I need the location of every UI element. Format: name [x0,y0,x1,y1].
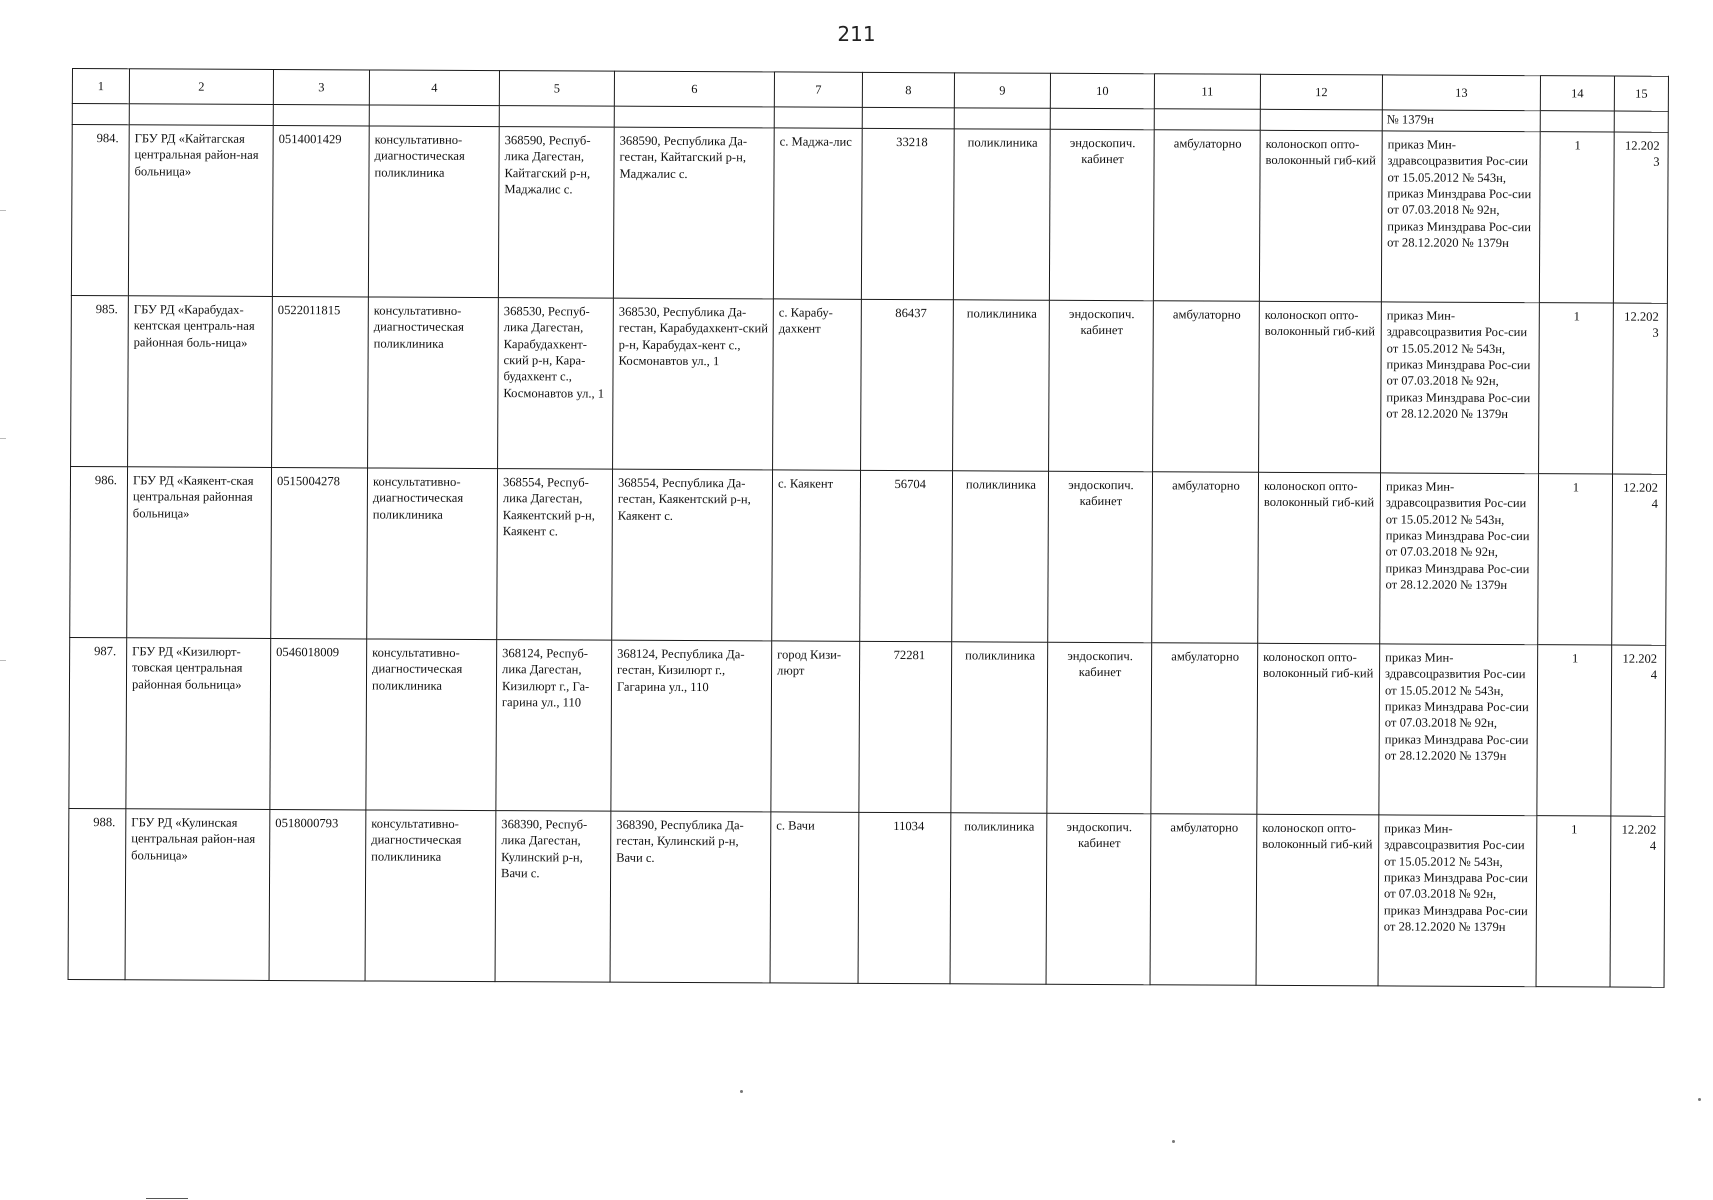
column-header: 11 [1154,74,1260,110]
organization-name-cell: ГБУ РД «Кулинская центральная район-ная больница» [125,809,270,981]
equipment-cell: колоноскоп опто-волоконный гиб-кий [1257,643,1380,815]
facility-type-cell: консультативно-диагностическая поликлиника [365,810,496,982]
scan-artifact [0,210,6,211]
row-number-cell: 984. [71,125,129,296]
population-cell: 56704 [860,470,953,641]
facility-type-cell: консультативно-диагностическая поликлиника [367,468,498,640]
quantity-cell: 1 [1538,474,1613,645]
equipment-cell: колоноскоп опто-волоконный гиб-кий [1259,130,1382,302]
equipment-cell: колоноскоп опто-волоконный гиб-кий [1256,814,1379,986]
population-cell: 11034 [858,812,951,983]
column-header: 14 [1540,76,1614,111]
table-row [68,808,1665,987]
column-header: 12 [1260,74,1382,110]
table-row [70,466,1667,645]
division-cell: поликлиника [951,642,1048,813]
locality-cell: город Кизи-люрт [771,641,860,812]
locality-cell: с. Карабу-дахкент [773,299,862,470]
actual-address-cell: 368590, Республика Да-гестан, Кайтагский р-н, Маджалис с. [613,127,774,299]
scan-artifact [0,660,6,661]
row-number-cell: 988. [68,808,126,979]
legal-basis-cell: приказ Мин-здравсоцразвития Рос-сии от 15.05.2012 № 543н, приказ Минздрава Рос-сии от 07.03.2018 № 92н, приказ Минздрава Рос-сии от 28.12.2020 № 1379н [1381,131,1540,303]
inn-code-cell: 0518000793 [269,809,366,980]
division-cell: поликлиника [953,300,1050,471]
facility-type-cell: консультативно-диагностическая поликлиника [368,297,499,469]
page-number: 211 [837,22,876,46]
scan-speck [740,1090,743,1093]
facility-type-cell: консультативно-диагностическая поликлиника [366,639,497,811]
deadline-cell: 12.2024 [1612,474,1667,645]
scan-artifact [0,438,6,439]
care-mode-cell: амбулаторно [1153,301,1260,473]
actual-address-cell: 368530, Республика Да-гестан, Карабудахкент-ский р-н, Карабудах-кент с., Космонавтов ул., 1 [613,298,774,470]
deadline-cell: 12.2024 [1610,816,1665,987]
column-header: 13 [1382,75,1540,111]
column-header: 6 [614,71,774,107]
legal-basis-cell: приказ Мин-здравсоцразвития Рос-сии от 15.05.2012 № 543н, приказ Минздрава Рос-сии от 07.03.2018 № 92н, приказ Минздрава Рос-сии от 28.12.2020 № 1379н [1378,815,1537,987]
locality-cell: с. Каякент [772,470,861,641]
quantity-cell: 1 [1537,645,1612,816]
actual-address-cell: 368554, Республика Да-гестан, Каякентский р-н, Каякент с. [612,469,773,641]
column-header: 1 [72,69,129,104]
basis-cell: № 1379н [1382,110,1540,132]
legal-address-cell: 368590, Респуб-лика Дагестан, Кайтагский р-н, Маджалис с. [498,127,614,299]
legal-basis-cell: приказ Мин-здравсоцразвития Рос-сии от 15.05.2012 № 543н, приказ Минздрава Рос-сии от 07.03.2018 № 92н, приказ Минздрава Рос-сии от 28.12.2020 № 1379н [1381,302,1540,474]
room-cell: эндоскопич. кабинет [1049,129,1154,301]
column-header: 15 [1614,76,1668,111]
deadline-cell: 12.2023 [1613,303,1668,474]
population-cell: 72281 [859,641,952,812]
inn-code-cell: 0522011815 [272,296,369,467]
legal-address-cell: 368390, Респуб-лика Дагестан, Кулинский р-н, Вачи с. [495,811,611,983]
column-header: 2 [129,69,273,105]
room-cell: эндоскопич. кабинет [1047,642,1152,814]
actual-address-cell: 368124, Республика Да-гестан, Кизилюрт г., Гагарина ул., 110 [611,640,772,812]
room-cell: эндоскопич. кабинет [1046,813,1151,985]
table-row [71,295,1668,474]
division-cell: поликлиника [953,129,1050,300]
division-cell: поликлиника [952,471,1049,642]
room-cell: эндоскопич. кабинет [1049,300,1154,472]
locality-cell: с. Маджа-лис [773,128,862,299]
organization-name-cell: ГБУ РД «Кайтагская центральная район-ная больница» [128,125,273,297]
document-sheet [68,68,1668,988]
column-header: 3 [273,69,369,104]
quantity-cell: 1 [1536,816,1611,987]
division-cell: поликлиника [950,813,1047,984]
quantity-cell: 1 [1539,132,1614,303]
table-row [69,637,1666,816]
organization-name-cell: ГБУ РД «Кизилюрт-товская центральная районная больница» [126,638,271,810]
equipment-cell: колоноскоп опто-волоконный гиб-кий [1259,301,1382,473]
scan-speck [1698,1098,1701,1101]
column-header: 9 [954,73,1050,108]
scan-artifact [146,1198,188,1199]
room-cell: эндоскопич. кабинет [1048,471,1153,643]
column-header: 7 [774,72,862,107]
column-header: 5 [499,71,614,107]
deadline-cell: 12.2023 [1613,132,1668,303]
deadline-cell: 12.2024 [1611,645,1666,816]
inn-code-cell: 0515004278 [271,467,368,638]
inn-code-cell: 0546018009 [270,638,367,809]
care-mode-cell: амбулаторно [1152,472,1259,644]
facility-type-cell: консультативно-диагностическая поликлиника [368,126,499,298]
column-header: 8 [862,72,954,107]
column-header: 4 [369,70,499,106]
legal-address-cell: 368124, Респуб-лика Дагестан, Кизилюрт г., Га-гарина ул., 110 [496,640,612,812]
organization-name-cell: ГБУ РД «Каякент-ская центральная районная больница» [127,467,272,639]
column-header: 10 [1050,73,1154,109]
row-number-cell: 986. [70,466,128,637]
quantity-cell: 1 [1539,303,1614,474]
care-mode-cell: амбулаторно [1151,643,1258,815]
equipment-table [68,68,1669,988]
equipment-cell: колоноскоп опто-волоконный гиб-кий [1258,472,1381,644]
population-cell: 86437 [861,299,954,470]
table-row [71,125,1668,304]
inn-code-cell: 0514001429 [272,125,369,296]
scan-speck [1172,1140,1175,1143]
row-number-cell: 985. [71,295,129,466]
care-mode-cell: амбулаторно [1153,130,1260,302]
row-number-cell: 987. [69,637,127,808]
legal-basis-cell: приказ Мин-здравсоцразвития Рос-сии от 15.05.2012 № 543н, приказ Минздрава Рос-сии от 07.03.2018 № 92н, приказ Минздрава Рос-сии от 28.12.2020 № 1379н [1379,644,1538,816]
organization-name-cell: ГБУ РД «Карабудах-кентская централь-ная районная боль-ница» [128,296,273,468]
population-cell: 33218 [861,128,954,299]
legal-address-cell: 368554, Респуб-лика Дагестан, Каякентский р-н, Каякент с. [497,469,613,641]
legal-address-cell: 368530, Респуб-лика Дагестан, Карабудахкент-ский р-н, Кара-будахкент с., Космонавтов ул., 1 [498,298,614,470]
locality-cell: с. Вачи [770,812,859,983]
legal-basis-cell: приказ Мин-здравсоцразвития Рос-сии от 15.05.2012 № 543н, приказ Минздрава Рос-сии от 07.03.2018 № 92н, приказ Минздрава Рос-сии от 28.12.2020 № 1379н [1380,473,1539,645]
care-mode-cell: амбулаторно [1150,814,1257,986]
actual-address-cell: 368390, Республика Да-гестан, Кулинский р-н, Вачи с. [610,811,771,983]
